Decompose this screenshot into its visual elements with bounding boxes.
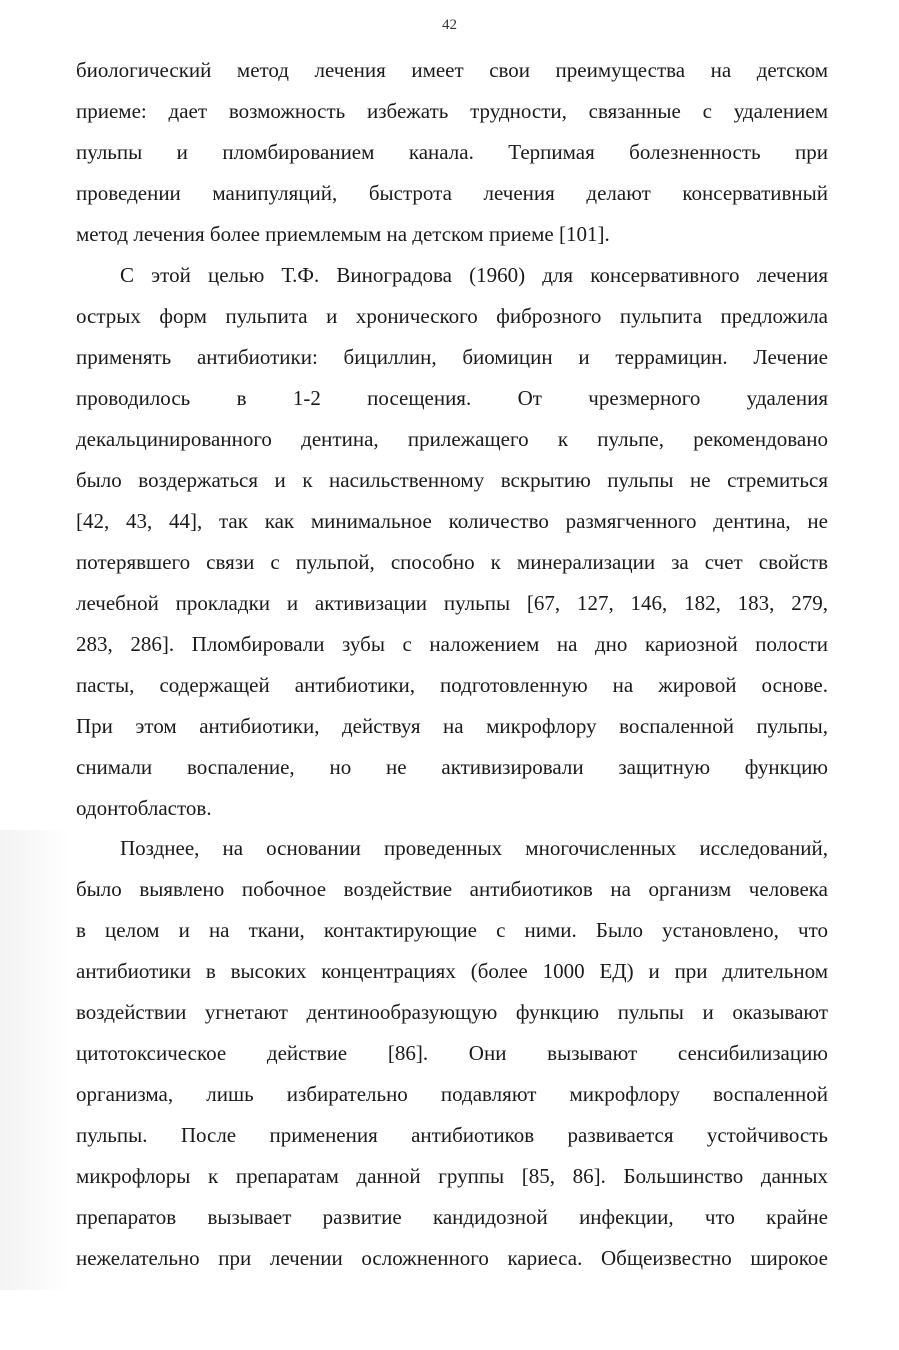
text-line: приеме: дает возможность избежать трудности, связанные с удалением: [76, 99, 828, 123]
text-line: антибиотики в высоких концентрациях (более 1000 ЕД) и при длительном: [76, 959, 828, 983]
text-line: При этом антибиотики, действуя на микрофлору воспаленной пульпы,: [76, 714, 828, 738]
text-line: 283, 286]. Пломбировали зубы с наложением на дно кариозной полости: [76, 632, 828, 656]
text-line: снимали воспаление, но не активизировали защитную функцию: [76, 755, 828, 779]
text-line: было выявлено побочное воздействие антибиотиков на организм человека: [76, 877, 828, 901]
text-line: препаратов вызывает развитие кандидозной инфекции, что крайне: [76, 1205, 828, 1229]
text-line: проведении манипуляций, быстрота лечения делают консервативный: [76, 181, 828, 205]
text-line: воздействии угнетают дентинообразующую функцию пульпы и оказывают: [76, 1000, 828, 1024]
text-line: микрофлоры к препаратам данной группы [85, 86]. Большинство данных: [76, 1164, 828, 1188]
text-line: лечебной прокладки и активизации пульпы [67, 127, 146, 182, 183, 279,: [76, 591, 828, 615]
text-line: одонтобластов.: [76, 796, 212, 820]
text-line: декальцинированного дентина, прилежащего к пульпе, рекомендовано: [76, 427, 828, 451]
text-line: применять антибиотики: бициллин, биомицин и террамицин. Лечение: [76, 345, 828, 369]
text-line: в целом и на ткани, контактирующие с ними. Было установлено, что: [76, 918, 828, 942]
text-line: потерявшего связи с пульпой, способно к минерализации за счет свойств: [76, 550, 828, 574]
text-line: острых форм пульпита и хронического фиброзного пульпита предложила: [76, 304, 828, 328]
text-line: цитотоксическое действие [86]. Они вызывают сенсибилизацию: [76, 1041, 828, 1065]
text-line: нежелательно при лечении осложненного кариеса. Общеизвестно широкое: [76, 1246, 828, 1270]
text-line: С этой целью Т.Ф. Виноградова (1960) для консервативного лечения: [120, 263, 828, 287]
scan-shadow: [0, 830, 70, 1290]
text-line: [42, 43, 44], так как минимальное количество размягченного дентина, не: [76, 509, 828, 533]
text-line: пульпы и пломбированием канала. Терпимая болезненность при: [76, 140, 828, 164]
text-line: пасты, содержащей антибиотики, подготовленную на жировой основе.: [76, 673, 828, 697]
paragraph-2: [76, 255, 828, 829]
page-number: 42: [442, 17, 457, 33]
text-line: проводилось в 1-2 посещения. От чрезмерного удаления: [76, 386, 828, 410]
text-line: было воздержаться и к насильственному вскрытию пульпы не стремиться: [76, 468, 828, 492]
text-line: Позднее, на основании проведенных многочисленных исследований,: [120, 836, 828, 860]
paragraph-1: [76, 50, 828, 255]
text-line: организма, лишь избирательно подавляют микрофлору воспаленной: [76, 1082, 828, 1106]
text-line: пульпы. После применения антибиотиков развивается устойчивость: [76, 1123, 828, 1147]
text-line: биологический метод лечения имеет свои преимущества на детском: [76, 58, 828, 82]
text-line: метод лечения более приемлемым на детском приеме [101].: [76, 222, 610, 246]
paragraph-3: [76, 828, 828, 1279]
